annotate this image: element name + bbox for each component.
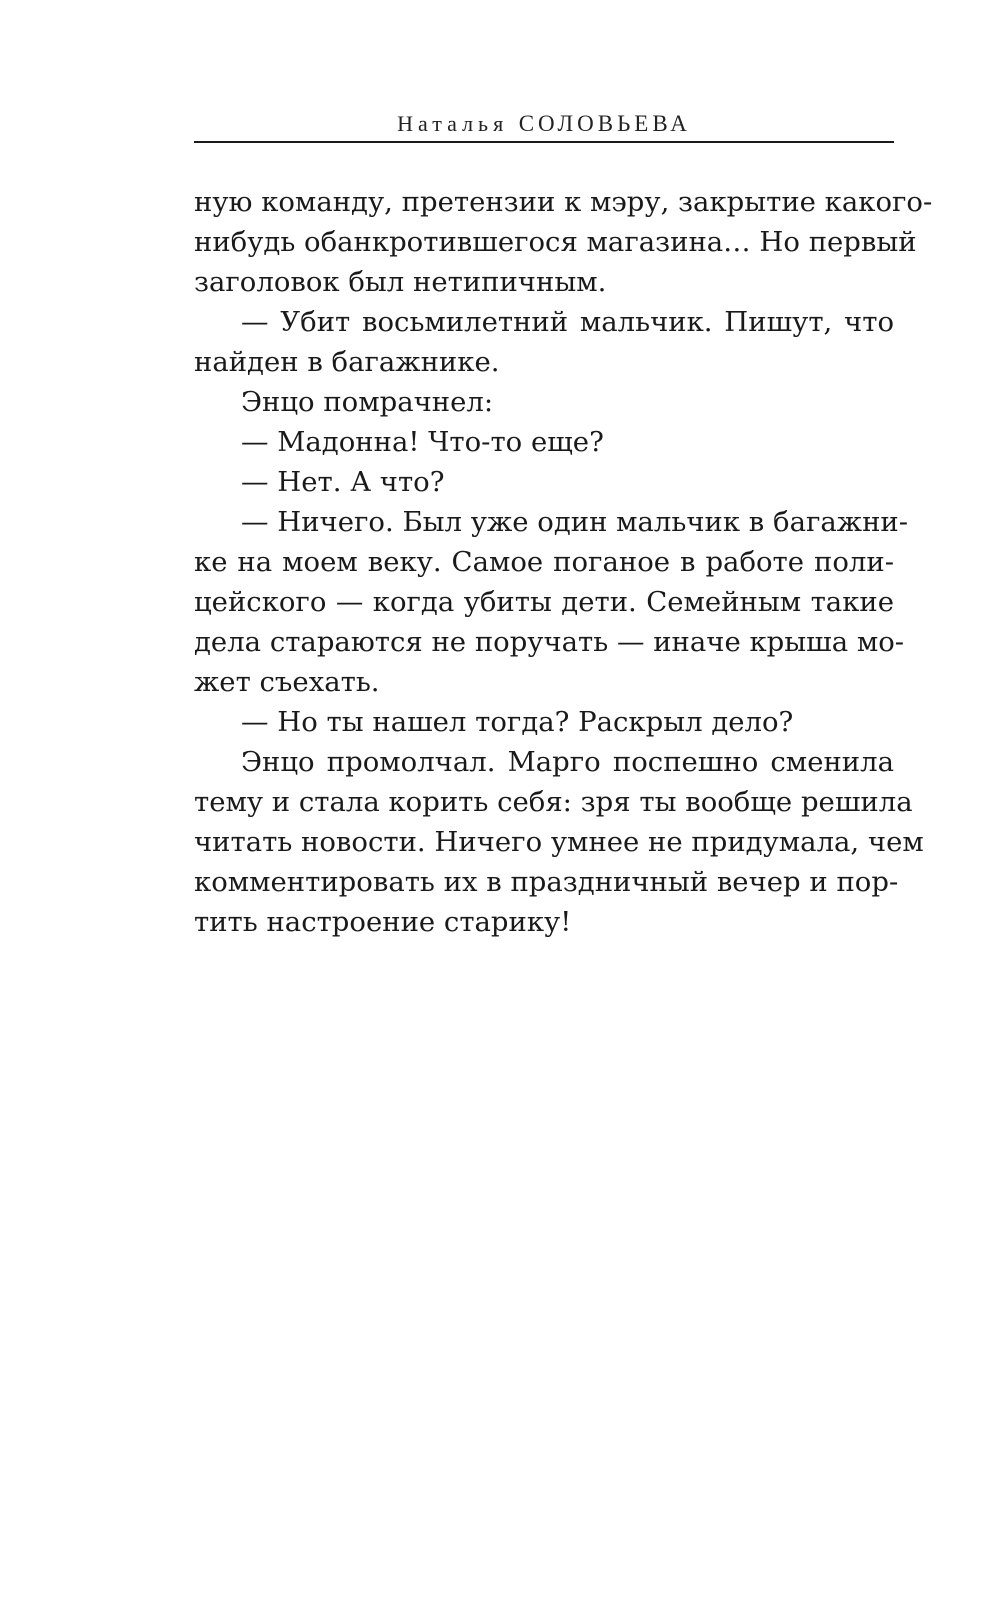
text-line: ную команду, претензии к мэру, закрытие какого- xyxy=(194,186,933,218)
text-line: — Ничего. Был уже один мальчик в багажни- xyxy=(241,506,909,538)
text-line: Энцо промолчал. Марго поспешно сменила xyxy=(241,746,894,778)
text-line: — Убит восьмилетний мальчик. Пишут, что xyxy=(241,306,894,338)
text-line: — Мадонна! Что-то еще? xyxy=(241,426,604,458)
text-line: — Но ты нашел тогда? Раскрыл дело? xyxy=(241,706,794,738)
text-line: найден в багажнике. xyxy=(194,346,500,378)
author-first-name: Наталья xyxy=(397,111,509,136)
text-line: заголовок был нетипичным. xyxy=(194,266,607,298)
text-line: цейского — когда убиты дети. Семейным такие xyxy=(194,586,894,618)
text-line: ке на моем веку. Самое поганое в работе поли- xyxy=(194,546,894,578)
text-line: — Нет. А что? xyxy=(241,466,445,498)
body-text xyxy=(194,182,933,942)
running-header xyxy=(194,110,894,138)
header-rule xyxy=(194,141,894,143)
text-line: читать новости. Ничего умнее не придумала, чем xyxy=(194,826,924,858)
text-line: тему и стала корить себя: зря ты вообще решила xyxy=(194,786,913,818)
text-line: дела стараются не поручать — иначе крыша мо- xyxy=(194,626,905,658)
text-line: жет съехать. xyxy=(194,666,380,698)
text-line: нибудь обанкротившегося магазина… Но первый xyxy=(194,226,917,258)
text-line: Энцо помрачнел: xyxy=(241,386,494,418)
author-last-name: СОЛОВЬЕВА xyxy=(518,111,691,136)
text-line: тить настроение старику! xyxy=(194,906,572,938)
text-line: комментировать их в праздничный вечер и пор- xyxy=(194,866,899,898)
